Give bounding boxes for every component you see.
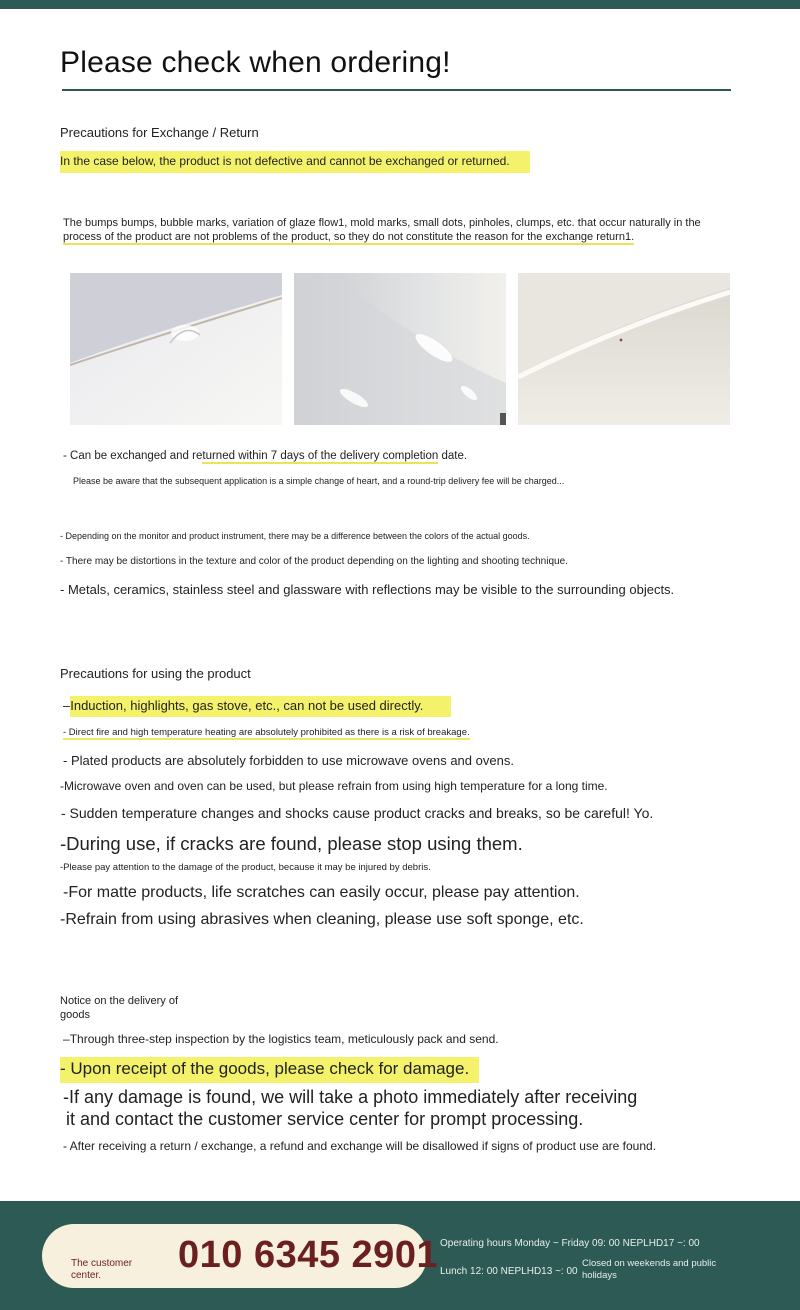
receipt-check-notice: - Upon receipt of the goods, please check for damage.	[60, 1057, 479, 1083]
closed-notice-line1: Closed on weekends and public	[582, 1258, 717, 1269]
debris-notice: -Please pay attention to the damage of the product, because it may be injured by debris.	[60, 862, 431, 873]
exchange-highlight: In the case below, the product is not defective and cannot be exchanged or returned.	[60, 151, 530, 173]
pinhole-photo	[518, 273, 730, 425]
inspection-text: Through three-step inspection by the logistics team, meticulously pack and send.	[69, 1032, 499, 1046]
exchange-days-highlight: turned within 7 days of the delivery completion	[202, 450, 439, 462]
microwave-notice: -Microwave oven and oven can be used, but please refrain from using high temperature for a long time.	[60, 779, 608, 793]
using-heading: Precautions for using the product	[60, 666, 251, 681]
exchange-days-text	[63, 450, 467, 462]
abrasives-notice: -Refrain from using abrasives when cleaning, please use soft sponge, etc.	[60, 911, 584, 928]
damage-notice-line1: -If any damage is found, we will take a photo immediately after receiving	[63, 1087, 638, 1107]
bumps-text-line1: The bumps bumps, bubble marks, variation of glaze flow1, mold marks, small dots, pinholes, clumps, etc. that occur naturally in the	[63, 217, 701, 229]
damage-notice-line2: it and contact the customer service center for prompt processing.	[61, 1109, 584, 1129]
closed-notice-line2: holidays	[582, 1270, 617, 1281]
direct-fire-notice: - Direct fire and high temperature heating are absolutely prohibited as there is a risk of breakage.	[63, 727, 470, 738]
customer-center-label-line2: center.	[71, 1270, 102, 1281]
metals-notice: - Metals, ceramics, stainless steel and glassware with reflections may be visible to the surrounding objects.	[60, 582, 675, 597]
delivery-heading-line2: goods	[60, 1009, 90, 1021]
top-accent-bar	[0, 0, 800, 9]
title-divider	[62, 89, 731, 91]
distortion-notice: - There may be distortions in the texture and color of the product depending on the lighting and shooting technique.	[60, 556, 568, 567]
glaze-flow-photo	[70, 273, 282, 425]
refund-notice: - After receiving a return / exchange, a refund and exchange will be disallowed if signs of product use are found.	[63, 1139, 657, 1153]
cracks-notice: -During use, if cracks are found, please stop using them.	[60, 833, 523, 854]
inspection-notice: –Through three-step inspection by the logistics team, meticulously pack and send.	[63, 1032, 499, 1046]
induction-highlight: Induction, highlights, gas stove, etc., can not be used directly.	[70, 696, 451, 717]
lunch-hours: Lunch 12: 00 NEPLHD13 ~: 00	[440, 1266, 578, 1277]
bumps-text-line2: process of the product are not problems of the product, so they do not constitute the reason for the exchange return1.	[63, 231, 635, 243]
operating-hours: Operating hours Monday ~ Friday 09: 00 NEPLHD17 ~: 00	[440, 1238, 700, 1249]
monitor-notice: - Depending on the monitor and product instrument, there may be a difference between the colors of the actual goods.	[60, 531, 530, 541]
exchange-days-prefix: - Can be exchanged and re	[63, 450, 203, 462]
delivery-heading-line1: Notice on the delivery of	[60, 995, 179, 1007]
exchange-heading: Precautions for Exchange / Return	[60, 125, 259, 140]
reflection-photo	[294, 273, 506, 425]
matte-notice: -For matte products, life scratches can easily occur, please pay attention.	[63, 884, 580, 901]
delivery-fee-notice: Please be aware that the subsequent application is a simple change of heart, and a round-trip delivery fee will be charged...	[73, 476, 565, 486]
page-title: Please check when ordering!	[60, 46, 451, 79]
induction-notice: –Induction, highlights, gas stove, etc., can not be used directly.	[63, 698, 451, 713]
plated-notice: - Plated products are absolutely forbidden to use microwave ovens and ovens.	[63, 753, 514, 768]
exchange-days-suffix: date.	[438, 450, 468, 462]
phone-number[interactable]: 010 6345 2901	[178, 1234, 439, 1276]
sudden-temperature-notice: - Sudden temperature changes and shocks cause product cracks and breaks, so be careful! Yo.	[61, 805, 654, 821]
customer-center-label-line1: The customer	[71, 1258, 133, 1269]
